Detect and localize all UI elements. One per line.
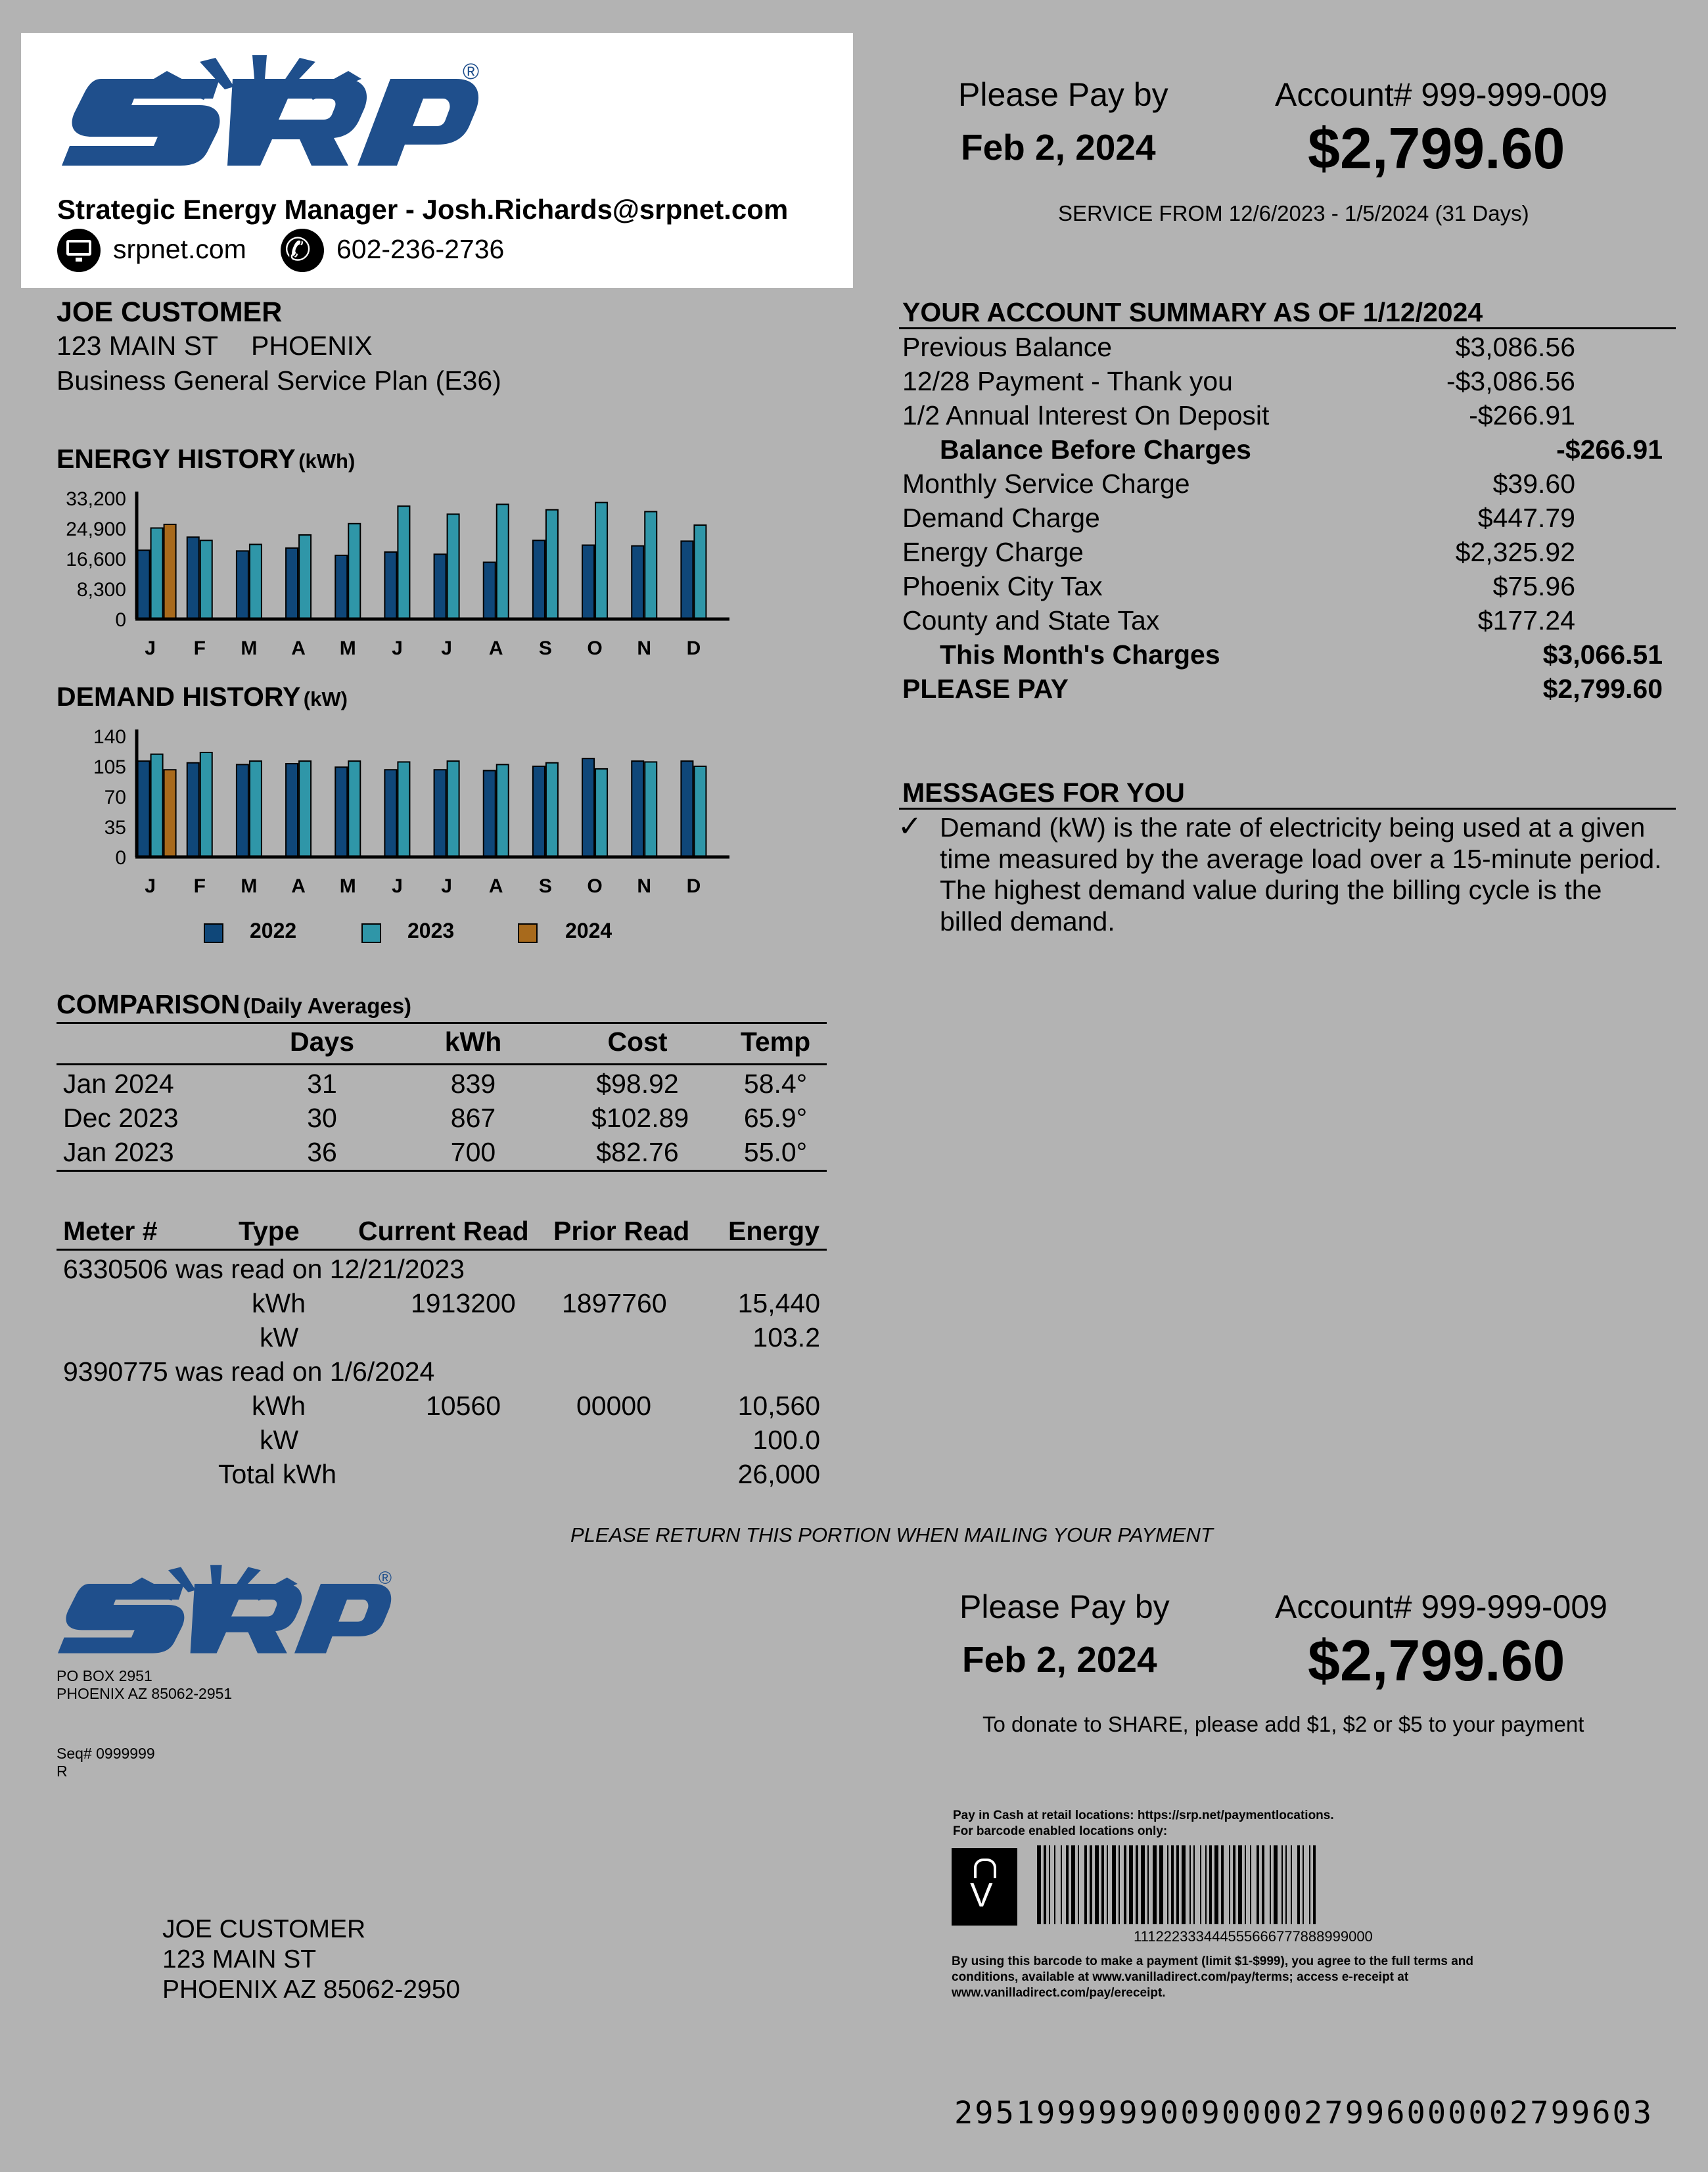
demand-bar-2023-3 [299, 761, 311, 857]
energy-bar-2023-7 [497, 504, 509, 619]
energy-bar-2022-11 [681, 541, 693, 619]
stub-pay-by-date: Feb 2, 2024 [962, 1639, 1157, 1680]
comparison-header-rule [57, 1063, 827, 1065]
barcode-bar [1049, 1845, 1050, 1924]
pay-by-date: Feb 2, 2024 [961, 127, 1156, 168]
demand-bar-2022-0 [138, 761, 150, 857]
barcode-bar [1061, 1845, 1062, 1924]
demand-bar-2023-5 [398, 762, 409, 857]
customer-street: 123 MAIN ST [57, 331, 219, 361]
energy-ytick-label: 33,200 [66, 488, 126, 510]
meter-2-read-line: 9390775 was read on 1/6/2024 [63, 1356, 435, 1387]
summary-row-please-pay: PLEASE PAY $2,799.60 [902, 674, 1663, 704]
barcode-bar [1205, 1845, 1207, 1924]
energy-bar-2022-5 [384, 552, 396, 619]
barcode-bar [1250, 1845, 1251, 1924]
barcode-bar [1291, 1845, 1292, 1924]
demand-bar-2022-8 [533, 766, 545, 857]
summary-row-city-tax: Phoenix City Tax $75.96 [902, 571, 1575, 601]
energy-history-unit: (kWh) [298, 450, 356, 473]
customer-name: JOE CUSTOMER [57, 296, 283, 328]
barcode-bar [1309, 1845, 1310, 1924]
summary-row-demand-charge: Demand Charge $447.79 [902, 503, 1575, 533]
demand-bar-2023-8 [546, 763, 558, 857]
barcode-bar [1182, 1845, 1186, 1924]
comparison-header-kwh: kWh [444, 1027, 502, 1057]
energy-bar-2023-10 [645, 512, 657, 619]
demand-bar-2022-10 [632, 761, 643, 857]
energy-month-label: J [441, 637, 452, 659]
barcode-bar [1262, 1845, 1264, 1924]
seq-number: Seq# 0999999 [57, 1745, 155, 1762]
demand-bar-2023-1 [200, 752, 212, 857]
energy-month-label: F [193, 637, 206, 659]
demand-ytick-label: 105 [93, 756, 126, 778]
mailing-street: 123 MAIN ST [162, 1945, 317, 1974]
summary-row-interest: 1/2 Annual Interest On Deposit -$266.91 [902, 400, 1575, 430]
demand-bar-2022-1 [187, 763, 199, 857]
energy-bar-2022-2 [237, 551, 248, 619]
phone-text[interactable]: 602-236-2736 [336, 234, 505, 264]
monitor-icon [57, 229, 101, 272]
meter-header-type: Type [239, 1216, 300, 1246]
energy-history-chart [39, 480, 736, 670]
barcode-bar [1054, 1845, 1055, 1924]
message-line-4: billed demand. [940, 906, 1115, 936]
pay-by-label: Please Pay by [958, 76, 1168, 113]
demand-bar-2024-0 [164, 770, 176, 857]
energy-history-title: ENERGY HISTORY [57, 444, 296, 474]
summary-title: YOUR ACCOUNT SUMMARY AS OF 1/12/2024 [902, 297, 1483, 327]
summary-row-previous-balance: Previous Balance $3,086.56 [902, 332, 1575, 362]
barcode-bar [1084, 1845, 1087, 1924]
demand-ytick-label: 35 [104, 817, 126, 839]
demand-bar-2023-4 [348, 761, 360, 857]
demand-history-unit: (kW) [303, 687, 348, 710]
service-plan: Business General Service Plan (E36) [57, 365, 501, 396]
demand-month-label: F [193, 875, 206, 897]
po-city: PHOENIX AZ 85062-2951 [57, 1685, 233, 1702]
meter-header-current-read: Current Read [358, 1216, 529, 1246]
energy-month-label: D [686, 637, 701, 659]
demand-bar-2023-9 [595, 769, 607, 857]
barcode-bar [1147, 1845, 1149, 1924]
barcode-number: 111222333444555666777888999000 [1134, 1928, 1373, 1945]
barcode-bar [1200, 1845, 1201, 1924]
header-box [21, 33, 853, 288]
barcode-bar [1078, 1845, 1079, 1924]
message-line-1: Demand (kW) is the rate of electricity being used at a given [940, 812, 1646, 843]
mailing-name: JOE CUSTOMER [162, 1915, 366, 1943]
barcode-bar [1167, 1845, 1168, 1924]
demand-history-heading [57, 682, 348, 712]
barcode-bar [1129, 1845, 1133, 1924]
demand-month-label: D [686, 875, 701, 897]
energy-month-label: A [488, 637, 503, 659]
barcode-bar [1171, 1845, 1174, 1924]
legend-label-2024: 2024 [565, 919, 612, 942]
demand-bar-2023-11 [694, 766, 706, 857]
summary-row-payment: 12/28 Payment - Thank you -$3,086.56 [902, 366, 1575, 396]
energy-history-heading [57, 444, 355, 474]
energy-bar-2023-5 [398, 506, 409, 619]
meter-header-energy: Energy [728, 1216, 819, 1246]
demand-bar-2022-5 [384, 770, 396, 857]
energy-bar-2022-10 [632, 546, 643, 619]
summary-row-county-state-tax: County and State Tax $177.24 [902, 605, 1575, 635]
barcode-bar [1270, 1845, 1271, 1924]
srp-logo-stub [53, 1558, 394, 1663]
demand-month-label: M [339, 875, 356, 897]
barcode-bar [1124, 1845, 1126, 1924]
energy-bar-2023-3 [299, 535, 311, 619]
demand-month-label: N [637, 875, 652, 897]
barcode-bar [1274, 1845, 1278, 1924]
barcode-bar [1037, 1845, 1041, 1924]
energy-bar-2023-6 [448, 514, 459, 619]
contact-line: Strategic Energy Manager - Josh.Richards@srpnet.com [57, 194, 789, 225]
barcode-bar [1044, 1845, 1046, 1924]
payment-barcode [1037, 1845, 1507, 1924]
energy-ytick-label: 0 [115, 609, 126, 631]
demand-bar-2022-11 [681, 761, 693, 857]
stub-pay-by-label: Please Pay by [959, 1588, 1170, 1625]
barcode-bar [1112, 1845, 1116, 1924]
customer-city: PHOENIX [251, 331, 373, 361]
comparison-top-rule [57, 1022, 827, 1024]
demand-bar-2023-10 [645, 762, 657, 857]
barcode-bar [1189, 1845, 1191, 1924]
energy-bar-2023-4 [348, 524, 360, 619]
barcode-bar [1107, 1845, 1108, 1924]
barcode-bar [1245, 1845, 1246, 1924]
barcode-terms-line-1: By using this barcode to make a payment (limit $1-$999), you agree to the full terms and [952, 1954, 1473, 1968]
comparison-subtitle: (Daily Averages) [242, 994, 412, 1018]
message-line-3: The highest demand value during the billing cycle is the [940, 875, 1602, 905]
barcode-bar [1141, 1845, 1145, 1924]
energy-bar-2022-6 [434, 554, 446, 619]
energy-bar-2022-9 [582, 545, 594, 619]
summary-row-month-charges: This Month's Charges $3,066.51 [940, 639, 1663, 670]
demand-bar-2023-2 [250, 761, 262, 857]
barcode-locations-line: For barcode enabled locations only: [953, 1824, 1168, 1838]
legend-label-2023: 2023 [407, 919, 455, 942]
barcode-bar [1090, 1845, 1092, 1924]
energy-month-label: O [587, 637, 603, 659]
barcode-bar [1209, 1845, 1212, 1924]
barcode-bar [1176, 1845, 1179, 1924]
demand-bar-2023-7 [497, 764, 509, 857]
meter-1-read-line: 6330506 was read on 12/21/2023 [63, 1254, 465, 1284]
energy-bar-2023-9 [595, 503, 607, 619]
barcode-bar [1221, 1845, 1224, 1924]
summary-row-balance-before-charges: Balance Before Charges -$266.91 [940, 434, 1663, 465]
website-text[interactable]: srpnet.com [113, 234, 246, 264]
demand-month-label: O [587, 875, 603, 897]
barcode-bar [1303, 1845, 1304, 1924]
energy-bar-2023-1 [200, 540, 212, 619]
barcode-bar [1297, 1845, 1300, 1924]
mailing-city: PHOENIX AZ 85062-2950 [162, 1976, 461, 2004]
energy-bar-2023-8 [546, 510, 558, 619]
meter-header-prior-read: Prior Read [553, 1216, 690, 1246]
demand-bar-2022-2 [237, 764, 248, 857]
energy-bar-2022-3 [286, 548, 298, 619]
demand-history-chart [39, 718, 736, 908]
energy-bar-2024-0 [164, 524, 176, 619]
energy-ytick-label: 8,300 [76, 579, 126, 601]
cash-locations-line: Pay in Cash at retail locations: https://srp.net/paymentlocations. [953, 1809, 1334, 1822]
energy-bar-2023-2 [250, 544, 262, 619]
account-number: Account# 999-999-009 [1275, 76, 1607, 113]
barcode-bar [1159, 1845, 1163, 1924]
demand-bar-2022-7 [484, 771, 496, 857]
energy-bar-2022-7 [484, 563, 496, 619]
demand-bar-2023-0 [151, 754, 163, 857]
energy-month-label: N [637, 637, 652, 659]
comparison-header-cost: Cost [607, 1027, 668, 1057]
barcode-terms-line-2: conditions, available at www.vanilladirect.com/pay/terms; access e-receipt at [952, 1970, 1409, 1984]
legend-swatch-2022 [204, 923, 223, 943]
barcode-bar [1238, 1845, 1242, 1924]
energy-ytick-label: 16,600 [66, 549, 126, 570]
energy-month-label: J [392, 637, 403, 659]
summary-row-energy-charge: Energy Charge $2,325.92 [902, 537, 1575, 567]
message-line-2: time measured by the average load over a 15-minute period. [940, 844, 1662, 874]
energy-month-label: M [339, 637, 356, 659]
demand-ytick-label: 140 [93, 726, 126, 748]
summary-row-monthly-service: Monthly Service Charge $39.60 [902, 469, 1575, 499]
demand-ytick-label: 0 [115, 847, 126, 869]
demand-month-label: J [145, 875, 156, 897]
comparison-title: COMPARISON [57, 989, 241, 1019]
stub-account-number: Account# 999-999-009 [1275, 1588, 1607, 1625]
demand-bar-2022-4 [335, 767, 347, 857]
amount-due: $2,799.60 [1308, 116, 1565, 181]
demand-month-label: A [291, 875, 306, 897]
messages-title-rule [899, 808, 1676, 810]
share-donation-note: To donate to SHARE, please add $1, $2 or $5 to your payment [982, 1712, 1584, 1736]
vanilla-direct-logo-icon: V [952, 1848, 1017, 1926]
barcode-bar [1285, 1845, 1287, 1924]
barcode-bar [1229, 1845, 1230, 1924]
energy-month-label: A [291, 637, 306, 659]
energy-ytick-label: 24,900 [66, 519, 126, 540]
energy-bar-2022-1 [187, 537, 199, 619]
demand-bar-2022-6 [434, 770, 446, 857]
barcode-bar [1136, 1845, 1138, 1924]
micr-line: 2951999999009000027996000002799603 [954, 2095, 1654, 2131]
comparison-heading [57, 989, 411, 1020]
po-box: PO BOX 2951 [57, 1667, 152, 1684]
demand-bar-2023-6 [448, 761, 459, 857]
energy-bar-2023-0 [151, 528, 163, 619]
energy-bar-2022-4 [335, 555, 347, 619]
messages-title: MESSAGES FOR YOU [902, 777, 1185, 808]
comparison-header-temp: Temp [740, 1027, 811, 1057]
phone-icon: ✆ [281, 229, 324, 272]
srp-logo [55, 53, 482, 171]
service-period: SERVICE FROM 12/6/2023 - 1/5/2024 (31 Days) [1058, 201, 1529, 225]
demand-bar-2022-3 [286, 764, 298, 857]
barcode-bar [1066, 1845, 1069, 1924]
barcode-bar [1313, 1845, 1316, 1924]
energy-bar-2023-11 [694, 525, 706, 619]
barcode-bar [1119, 1845, 1120, 1924]
barcode-terms-line-3: www.vanilladirect.com/pay/ereceipt. [952, 1986, 1166, 2000]
demand-bar-2022-9 [582, 758, 594, 857]
demand-month-label: S [538, 875, 552, 897]
energy-month-label: M [241, 637, 258, 659]
stub-amount-due: $2,799.60 [1308, 1628, 1565, 1693]
demand-month-label: M [241, 875, 258, 897]
barcode-bar [1095, 1845, 1099, 1924]
legend-swatch-2023 [361, 923, 381, 943]
comparison-header-days: Days [289, 1027, 354, 1057]
demand-month-label: J [392, 875, 403, 897]
seq-code: R [57, 1763, 68, 1780]
barcode-bar [1101, 1845, 1104, 1924]
barcode-bar [1214, 1845, 1218, 1924]
demand-ytick-label: 70 [104, 787, 126, 808]
comparison-bottom-rule [57, 1170, 827, 1172]
legend-swatch-2024 [518, 923, 538, 943]
checkmark-icon: ✓ [898, 810, 922, 843]
energy-bar-2022-8 [533, 540, 545, 619]
registered-mark: ® [463, 59, 480, 84]
barcode-bar [1153, 1845, 1157, 1924]
energy-month-label: J [145, 637, 156, 659]
meter-header-rule [57, 1249, 827, 1251]
energy-bar-2022-0 [138, 550, 150, 619]
demand-history-title: DEMAND HISTORY [57, 682, 301, 712]
legend-label-2022: 2022 [250, 919, 297, 942]
barcode-bar [1071, 1845, 1075, 1924]
barcode-bar [1193, 1845, 1195, 1924]
demand-month-label: A [488, 875, 503, 897]
meter-header-number: Meter # [63, 1216, 158, 1246]
return-portion-note: PLEASE RETURN THIS PORTION WHEN MAILING YOUR PAYMENT [570, 1523, 1213, 1546]
energy-month-label: S [538, 637, 552, 659]
barcode-bar [1257, 1845, 1259, 1924]
barcode-bar [1281, 1845, 1283, 1924]
svg-text:®: ® [379, 1567, 392, 1588]
summary-title-rule [899, 327, 1676, 329]
demand-month-label: J [441, 875, 452, 897]
barcode-bar [1233, 1845, 1235, 1924]
